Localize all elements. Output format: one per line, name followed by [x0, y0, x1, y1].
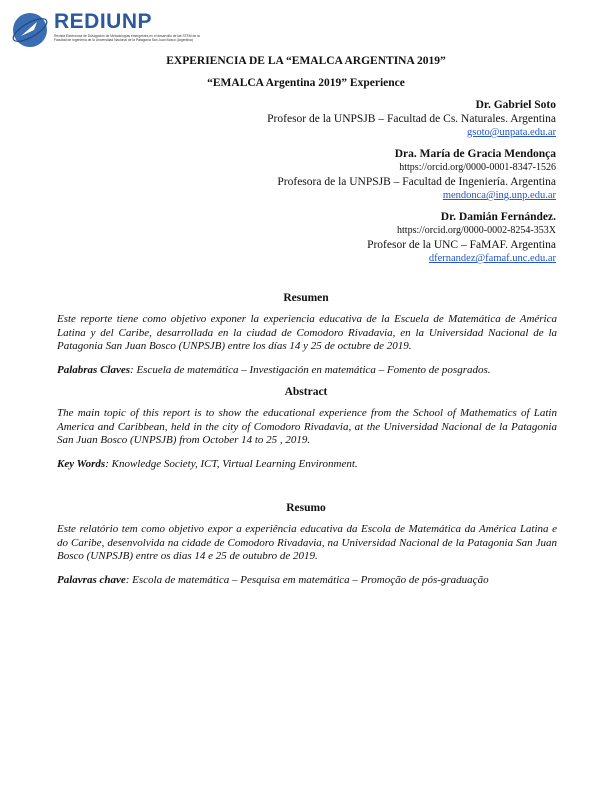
author-2	[267, 147, 556, 203]
abstract-text: The main topic of this report is to show the educational experience from the School of Mathematics of Latin America and Caribbean, held in the city of Comodoro Rivadavia, at the Universidad Nacional de la Patagonia San Juan Bosco (UNPSJB) from October 14 to 25 , 2019.	[57, 407, 557, 446]
author-name: Dra. María de Gracia Mendonça	[394, 148, 556, 160]
resumo-keywords	[57, 574, 557, 588]
author-block	[267, 98, 556, 266]
author-name: Dr. Gabriel Soto	[475, 99, 556, 111]
resumen-keywords	[57, 364, 557, 378]
keywords-value: : Escuela de matemática – Investigación en matemática – Fomento de posgrados.	[130, 364, 491, 376]
keywords-label: Key Words	[57, 458, 106, 470]
keywords-value: : Knowledge Society, ICT, Virtual Learning Environment.	[105, 458, 358, 470]
abstract-keywords	[57, 458, 557, 472]
author-email-link[interactable]: gsoto@unpata.edu.ar	[467, 127, 556, 138]
logo-name: REDIUNP	[54, 10, 153, 33]
resumo-text: Este relatório tem como objetivo expor a experiência educativa da Escola de Matemática da América Latina e do Caribe, desenvolvida na cidade de Comodoro Rivadavia, na Universidad Nacional de la Patagonia San Juan Bosco (UNPSJB) entre os dias 14 e 25 de outubro de 2019.	[57, 523, 557, 562]
author-3	[267, 210, 556, 266]
keywords-label: Palabras Claves	[57, 364, 131, 376]
abstract-heading: Abstract	[284, 386, 328, 398]
author-orcid: https://orcid.org/0000-0002-8254-353X	[397, 225, 556, 236]
keywords-value: : Escola de matemática – Pesquisa em matemática – Promoção de pós-graduação	[125, 574, 489, 586]
author-affiliation: Profesor de la UNC – FaMAF. Argentina	[367, 239, 556, 251]
author-email-link[interactable]: dfernandez@famaf.unc.edu.ar	[428, 253, 556, 264]
resumo-heading: Resumo	[286, 502, 326, 514]
author-1	[267, 98, 556, 140]
resumen-heading: Resumen	[283, 292, 329, 304]
keywords-label: Palavras chave	[57, 574, 126, 586]
author-email-link[interactable]: mendonca@ing.unp.edu.ar	[442, 190, 556, 201]
author-name: Dr. Damián Fernández.	[440, 211, 556, 223]
resumen-text: Este reporte tiene como objetivo exponer la experiencia educativa de la Escuela de Matemática de América Latina y del Caribe, desarrollada en la ciudad de Comodoro Rivadavia, en la Universidad Nacional de la Patagonia San Juan Bosco (UNPSJB) entre los días 14 y 25 de octubre de 2019.	[57, 313, 557, 352]
globe-icon	[10, 10, 50, 50]
author-affiliation: Profesora de la UNPSJB – Facultad de Ingeniería. Argentina	[277, 176, 556, 188]
paper-title-english: “EMALCA Argentina 2019” Experience	[207, 77, 405, 89]
logo-subtitle: Revista Electrónica de Divulgación de Metodologías emergentes en el desarrollo de las STEM de la Facultad de Ingeniería de la Universidad Nacional de la Patagonia San Juan Bosco (Argentina)	[54, 34, 200, 42]
paper-title: EXPERIENCIA DE LA “EMALCA ARGENTINA 2019”	[166, 55, 446, 67]
author-affiliation: Profesor de la UNPSJB – Facultad de Cs. Naturales. Argentina	[267, 113, 556, 125]
journal-logo	[10, 8, 200, 52]
author-orcid: https://orcid.org/0000-0001-8347-1526	[399, 162, 556, 173]
